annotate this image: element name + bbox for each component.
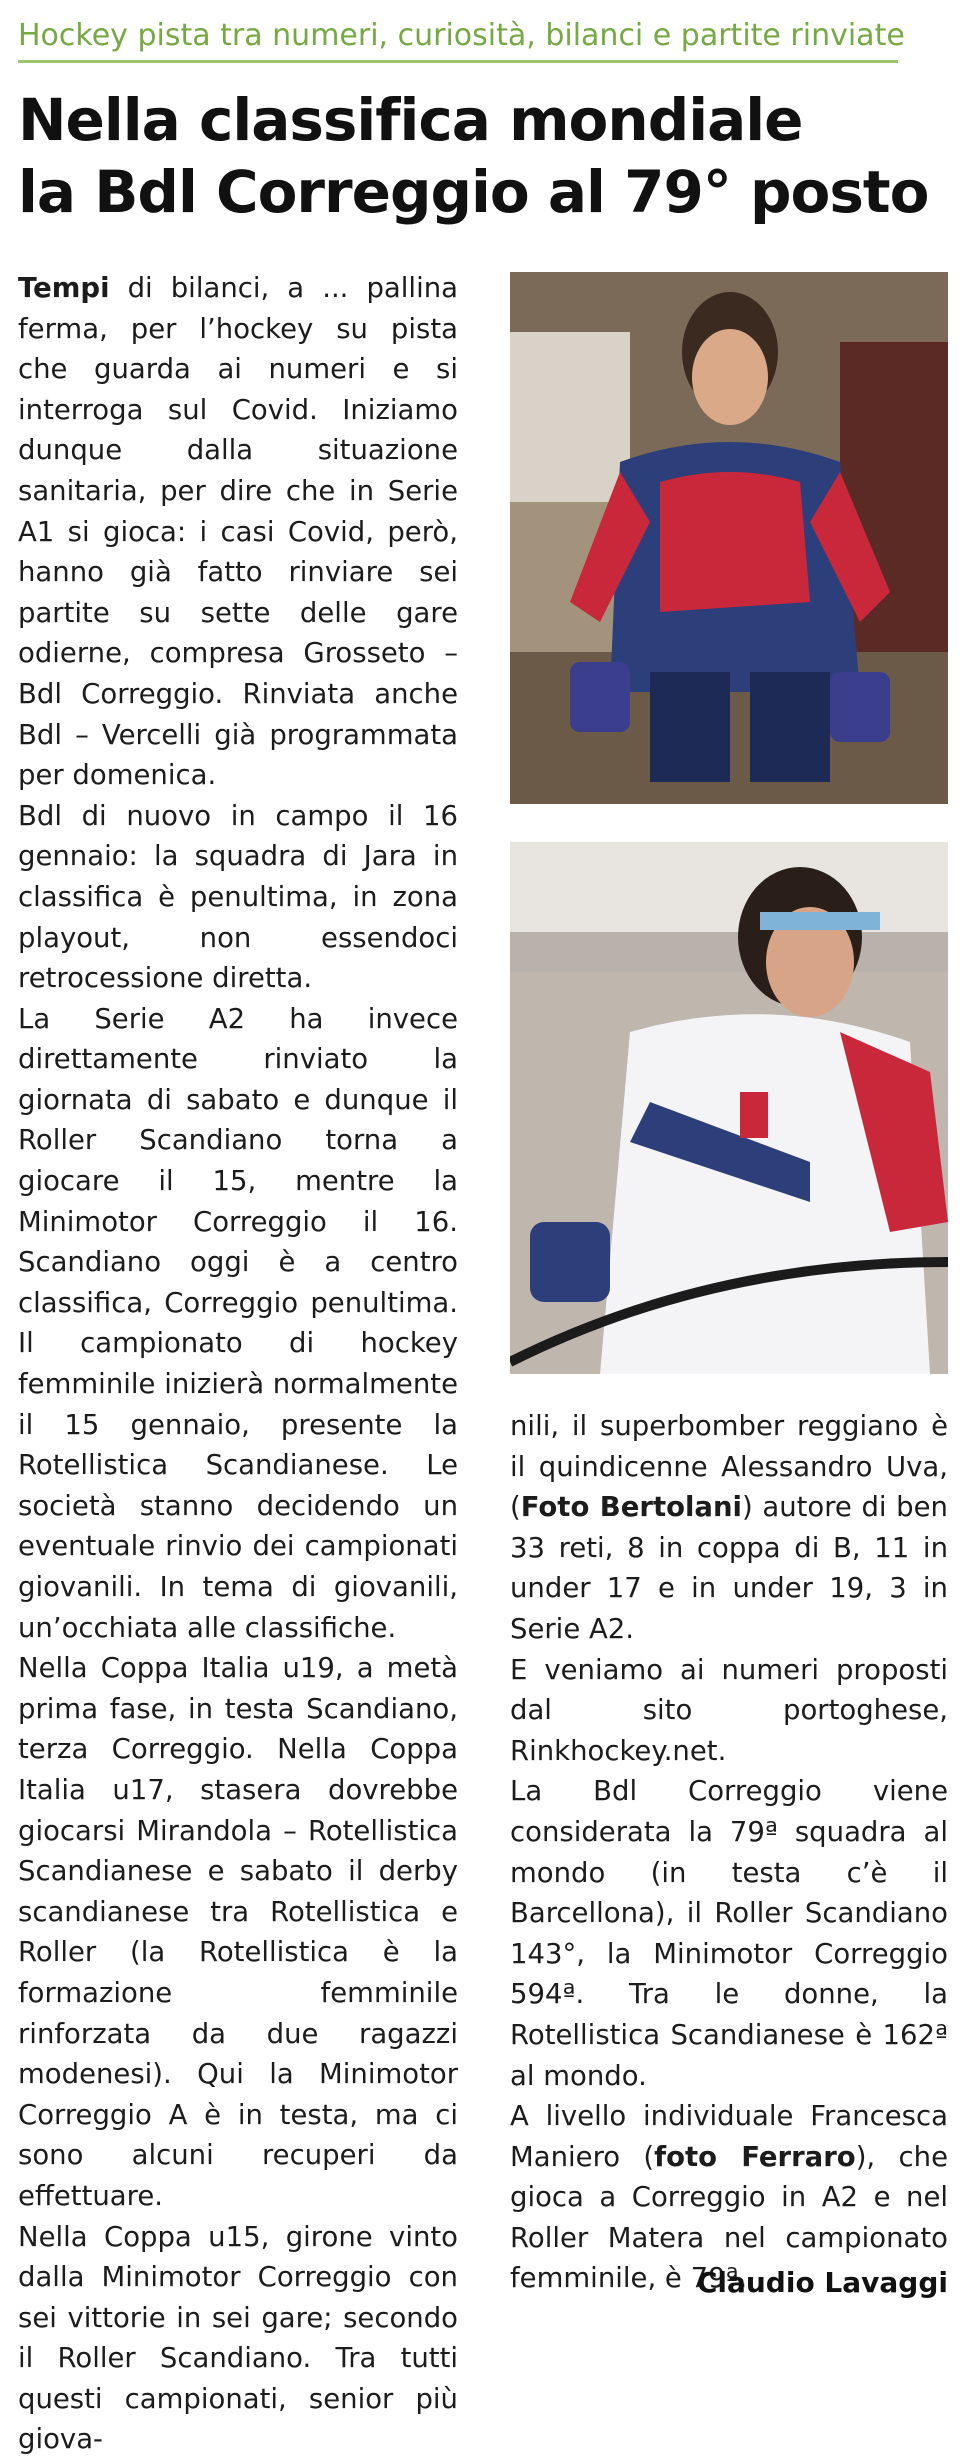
photo-credit-bertolani: Foto Bertolani (521, 1491, 742, 1523)
paragraph-9-text-a: A livello individuale Francesca Maniero ( (510, 2100, 948, 2173)
paragraph-4: Nella Coppa Italia u19, a metà prima fase, in testa Scandiano, terza Correggio. Nella Coppa Italia u17, stasera dovrebbe giocarsi Mirandola – Rotellistica Scandianese e sabato il derby scandianese tra Rotellistica e Roller (la Rotellistica è la formazione femminile rinforzata da due ragazzi modenesi). Qui la Minimotor Correggio A è in testa, ma ci sono alcuni recuperi da effettuare. (18, 1648, 458, 2216)
paragraph-7: E veniamo ai numeri proposti dal sito portoghese, Rinkhockey.net. (510, 1650, 948, 1772)
paragraph-1 (18, 268, 458, 796)
photo-player-male (510, 272, 948, 804)
article-left-column (18, 268, 458, 2460)
kicker: Hockey pista tra numeri, curiosità, bilanci e partite rinviate (18, 16, 898, 63)
lead-word: Tempi (18, 272, 110, 304)
paragraph-6-text-b: ) autore di ben 33 reti, 8 in coppa di B, 11 in under 17 e in under 19, 3 in Serie A2. (510, 1491, 948, 1645)
paragraph-6-text-a: nili, il superbomber reggiano è il quindicenne Alessandro Uva, ( (510, 1410, 948, 1523)
paragraph-9-text-b: ), che gioca a Correggio in A2 e nel Roller Matera nel campionato femminile, è 79ª. (510, 2141, 948, 2295)
photo-player-female (510, 842, 948, 1374)
headline-line-1: Nella classifica mondiale (18, 84, 948, 156)
headline (18, 84, 948, 228)
paragraph-5: Nella Coppa u15, girone vinto dalla Minimotor Correggio con sei vittorie in sei gare; secondo il Roller Scandiano. Tra tutti questi campionati, senior più giova- (18, 2217, 458, 2460)
byline: Claudio Lavaggi (697, 2266, 948, 2299)
photo-player-male-image (510, 272, 948, 804)
photo-player-female-image (510, 842, 948, 1374)
headline-line-2: la Bdl Correggio al 79° posto (18, 156, 948, 228)
photo-credit-ferraro: foto Ferraro (654, 2141, 856, 2173)
paragraph-2: Bdl di nuovo in campo il 16 gennaio: la squadra di Jara in classifica è penultima, in zona playout, non essendoci retrocessione diretta. (18, 796, 458, 999)
paragraph-1-text: di bilanci, a ... pallina ferma, per l’hockey su pista che guarda ai numeri e si interroga sul Covid. Iniziamo dunque dalla situazione sanitaria, per dire che in Serie A1 si gioca: i casi Covid, però, hanno già fatto rinviare sei partite su sette delle gare odierne, compresa Grosseto – Bdl Correggio. Rinviata anche Bdl – Vercelli già programmata per domenica. (18, 272, 458, 791)
article-right-column (510, 1406, 948, 2299)
paragraph-3: La Serie A2 ha invece direttamente rinviato la giornata di sabato e dunque il Roller Scandiano torna a giocare il 15, mentre la Minimotor Correggio il 16. Scandiano oggi è a centro classifica, Correggio penultima. Il campionato di hockey femminile inizierà normalmente il 15 gennaio, presente la Rotellistica Scandianese. Le società stanno decidendo un eventuale rinvio dei campionati giovanili. In tema di giovanili, un’occhiata alle classifiche. (18, 999, 458, 1649)
paragraph-6 (510, 1406, 948, 1650)
paragraph-8: La Bdl Correggio viene considerata la 79ª squadra al mondo (in testa c’è il Barcellona), il Roller Scandiano 143°, la Minimotor Correggio 594ª. Tra le donne, la Rotellistica Scandianese è 162ª al mondo. (510, 1771, 948, 2096)
